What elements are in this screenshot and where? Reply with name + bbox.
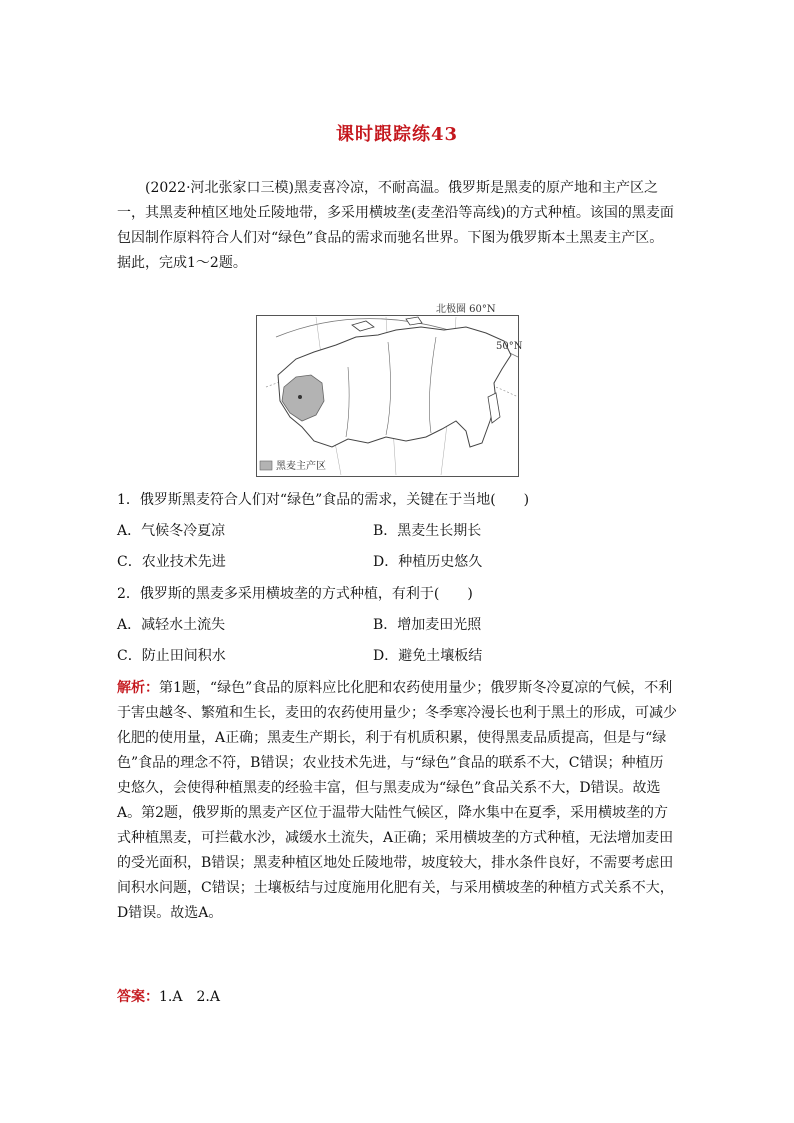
question-2-option-b: B．增加麦田光照 <box>373 617 482 633</box>
analysis-label: 解析： <box>117 680 159 696</box>
question-2-option-d: D．避免土壤板结 <box>373 648 483 664</box>
page-title: 课时跟踪练43 <box>335 124 459 145</box>
moscow-marker <box>298 395 302 399</box>
question-1-option-d: D．种植历史悠久 <box>373 554 483 570</box>
question-1-option-b: B．黑麦生长期长 <box>373 523 482 539</box>
question-2-option-a: A．减轻水土流失 <box>117 617 226 633</box>
answer-label: 答案： <box>117 989 159 1005</box>
question-1-option-c: C．农业技术先进 <box>117 554 226 570</box>
answer-line <box>117 985 220 1010</box>
analysis-text: 第1题，“绿色”食品的原料应比化肥和农药使用量少；俄罗斯冬冷夏凉的气候，不利于害虫越冬、繁殖和生长，麦田的农药使用量少；冬季寒冷漫长也利于黑土的形成，可减少化肥的使用量，A正确；黑麦生产期长，利于有机质积累，使得黑麦品质提高，但是与“绿色”食品的理念不符，B错误；农业技术先进，与“绿色”食品的联系不大，C错误；种植历史悠久，会使得种植黑麦的经验丰富，但与黑麦成为“绿色”食品关系不大，D错误。故选A。第2题，俄罗斯的黑麦产区位于温带大陆性气候区，降水集中在夏季，采用横坡垄的方式种植黑麦，可拦截水沙，减缓水土流失，A正确；采用横坡垄的方式种植，无法增加麦田的受光面积，B错误；黑麦种植区地处丘陵地带，坡度较大，排水条件良好，不需要考虑田间积水问题，C错误；土壤板结与过度施用化肥有关，与采用横坡垄的种植方式关系不大，D错误。故选A。 <box>117 680 677 921</box>
question-2-stem: 2．俄罗斯的黑麦多采用横坡垄的方式种植，有利于( ) <box>117 586 473 602</box>
question-1-option-a: A．气候冬冷夏凉 <box>117 523 226 539</box>
question-2-option-c: C．防止田间积水 <box>117 648 226 664</box>
question-1-stem: 1．俄罗斯黑麦符合人们对“绿色”食品的需求，关键在于当地( ) <box>117 492 530 508</box>
legend-label: 黑麦主产区 <box>276 461 326 472</box>
intro-paragraph: (2022·河北张家口三模)黑麦喜冷凉，不耐高温。俄罗斯是黑麦的原产地和主产区之一，其黑麦种植区地处丘陵地带，多采用横坡垄(麦垄沿等高线)的方式种植。该国的黑麦面包因制作原料符合人们对“绿色”食品的需求而驰名世界。下图为俄罗斯本土黑麦主产区。据此，完成1～2题。 <box>117 180 674 271</box>
answer-text: 1.A 2.A <box>159 989 220 1005</box>
arctic-label: 北极圈 60°N <box>436 304 496 315</box>
legend-swatch <box>260 461 272 470</box>
russia-rye-map <box>256 297 523 477</box>
lat50-label: 50°N <box>496 341 523 352</box>
analysis-paragraph <box>117 676 677 926</box>
